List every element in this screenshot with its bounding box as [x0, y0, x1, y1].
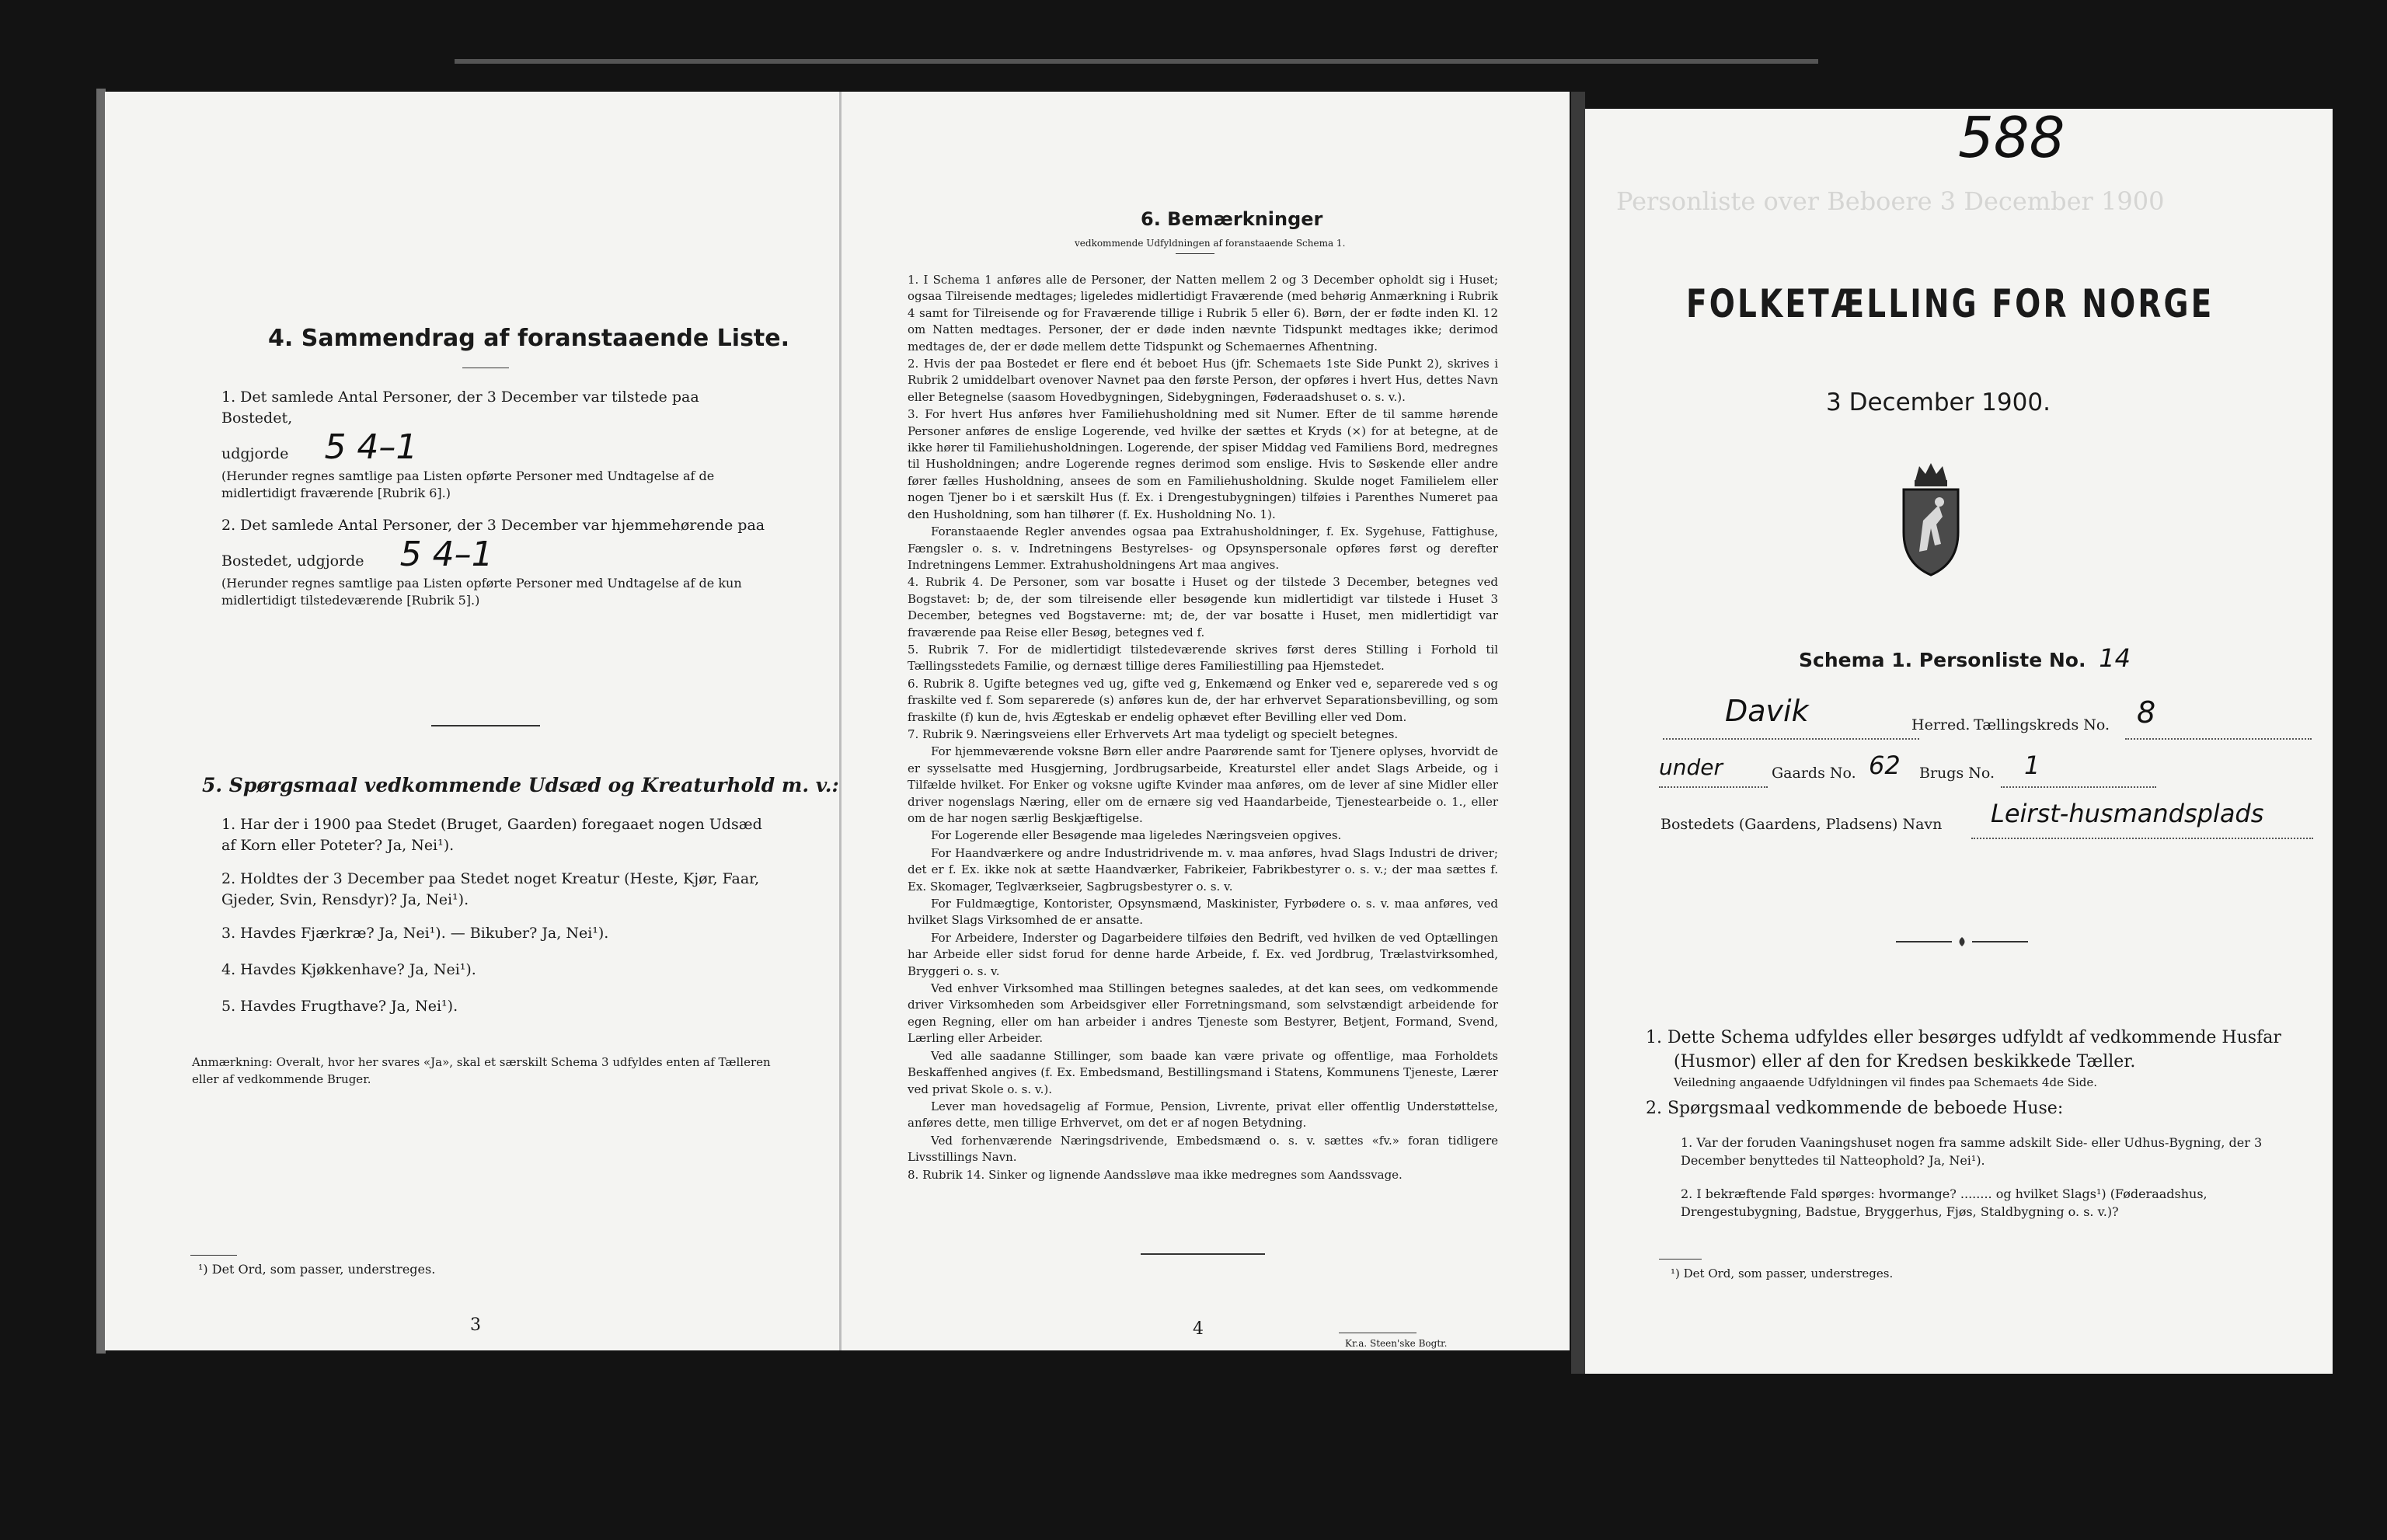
page-number: 3 [470, 1315, 481, 1335]
taellingskreds-number: 8 [2137, 695, 2156, 730]
instruction-1-sub: Veiledning angaaende Udfyldningen vil findes paa Schemaets 4de Side. [1674, 1075, 2098, 1089]
summary-item-1 [221, 387, 773, 502]
schema-number: 14 [2099, 643, 2131, 673]
remark-item: 5. Rubrik 7. For de midlertidigt tilstedeværende skrives først deres Stilling i Forhold til Tællingsstedets Familie, og dernæst tillige deres Familiestilling paa Hjemstedet. [908, 642, 1498, 674]
summary-item-2-text: 2. Det samlede Antal Personer, der 3 December var hjemmehørende paa [221, 517, 765, 534]
remark-item: 8. Rubrik 14. Sinker og lignende Aandssløve maa ikke medregnes som Aandssvage. [908, 1167, 1403, 1182]
page-3 [105, 92, 839, 1350]
divider [1176, 253, 1214, 254]
remark-item: 6. Rubrik 8. Ugifte betegnes ved ug, gifte ved g, Enkemænd og Enker ved e, separerede ved s og fraskilte ved f. Som separerede (s) anføres kun de, der har erhvervet Separationsbevilling, og som fraskilte (f) kun de, hvis Ægteskab er endelig ophævet efter Bevilling eller ved Dom. [908, 676, 1498, 724]
house-question-2: 2. I bekræftende Fald spørges: hvormange? ........ og hvilket Slags¹) (Føderaadshus, Drengestubygning, Badstue, Bryggerhus, Fjøs, Staldbygning o. s. v.)? [1681, 1186, 2208, 1219]
archive-number: 588 [1958, 109, 2065, 170]
bosted-value: Leirst-husmandsplads [1991, 799, 2264, 828]
summary-item-1-text: 1. Det samlede Antal Personer, der 3 December var tilstede paa Bostedet, [221, 388, 699, 427]
summary-item-2-bostedet: Bostedet, udgjorde [221, 552, 364, 570]
brugs-label: Brugs No. [1919, 765, 1995, 782]
question-1: 1. Har der i 1900 paa Stedet (Bruget, Gaarden) foregaaet nogen Udsæd af Korn eller Poteter? Ja, Nei¹). [221, 816, 762, 854]
question-5: 5. Havdes Frugthave? Ja, Nei¹). [221, 998, 458, 1015]
bleed-through-text: Personliste over Beboere 3 December 1900 [1616, 186, 2165, 216]
taellingskreds-label: Tællingskreds No. [1974, 716, 2110, 733]
footnote-rule [190, 1255, 237, 1256]
bosted-label: Bostedets (Gaardens, Pladsens) Navn [1660, 816, 1943, 833]
footnote-rule [1659, 1259, 1702, 1260]
remarks-subtitle: vedkommende Udfyldningen af foranstaaende Schema 1. [1075, 238, 1346, 249]
remark-item: Foranstaaende Regler anvendes ogsaa paa Extrahusholdninger, f. Ex. Sygehuse, Fattighuse, Fængsler o. s. v. Indretningens Bestyrelses- og Opsynspersonale opføres først og derefter Indretningens Lemmer. Extrahusholdningens Art maa angives. [908, 524, 1498, 572]
question-list [221, 814, 781, 1017]
remarks-list [908, 272, 1498, 1184]
gaards-line [1659, 751, 2304, 799]
printer-mark: Kr.a. Steen'ske Bogtr. [1345, 1338, 1448, 1349]
summary-item-1-note: (Herunder regnes samtlige paa Listen opførte Personer med Undtagelse af de midlertidigt fraværende [Rubrik 6].) [221, 469, 715, 500]
remarks-title: 6. Bemærkninger [1141, 208, 1323, 230]
remark-item: Ved enhver Virksomhed maa Stillingen betegnes saaledes, at det kan sees, om vedkommende driver Virksomheden som Arbeidsgiver eller Forretningsmand, som selvstændigt arbeidende for egen Regning, eller om han arbeider i andres Tjeneste som Bestyrer, Betjent, Formand, Svend, Lærling eller Arbeider. [908, 981, 1498, 1046]
remark-item: Ved alle saadanne Stillinger, som baade kan være private og offentlige, maa Forholdets Beskaffenhed angives (f. Ex. Embedsmand, Bestillingsmand i Statens, Kommunens Tjeneste, Lærer ved privat Skole o. s. v.). [908, 1048, 1498, 1096]
question-2: 2. Holdtes der 3 December paa Stedet noget Kreatur (Heste, Kjør, Faar, Gjeder, Svin, Rensdyr)? Ja, Nei¹). [221, 870, 760, 908]
section-4-title: 4. Sammendrag af foranstaaende Liste. [268, 325, 790, 352]
gaards-number: 62 [1869, 751, 1901, 780]
instructions [1646, 1026, 2291, 1221]
footnote: ¹) Det Ord, som passer, understreges. [1671, 1266, 1894, 1280]
page-number: 4 [1193, 1319, 1204, 1339]
section-5-title: 5. Spørgsmaal vedkommende Udsæd og Kreaturhold m. v.: [202, 774, 839, 796]
remark-item: 4. Rubrik 4. De Personer, som var bosatte i Huset og der tilstede 3 December, betegnes ved Bogstavet: b; de, der som tilreisende eller besøgende kun midlertidigt var tilstede i Huset 3 December, betegnes ved Bogstaverne: mt; de, der var bosatte i Huset, men midlertidigt var fraværende paa Reise eller Besøg, betegnes ved f. [908, 575, 1498, 639]
divider [431, 725, 540, 726]
gaards-prefix: under [1659, 754, 1723, 780]
remark-item: For hjemmeværende voksne Børn eller andre Paarørende samt for Tjenere oplyses, hvorvidt de er sysselsatte med Husgjerning, Jordbrugsarbeide, Kreaturstel eller andet Slags Arbeide, og i Tilfælde hvilket. For Enker og voksne ugifte Kvinder maa anføres, om de lever af sine Midler eller driver nogenslags Næring, eller om de ernære sig ved Haandarbeide, Tjenestearbeide o. 1., eller om de har nogen særlig Beskjæftigelse. [908, 744, 1498, 825]
herred-label: Herred. [1911, 716, 1971, 733]
remark-item: 2. Hvis der paa Bostedet er flere end ét beboet Hus (jfr. Schemaets 1ste Side Punkt 2), skrives i Rubrik 2 umiddelbart ovenover Navnet paa den første Person, der opføres i hvert Hus, dettes Navn eller Betegnelse (saasom Hovedbygningen, Sidebygningen, Føderaadshuset o. s. v.). [908, 357, 1498, 404]
question-4: 4. Havdes Kjøkkenhave? Ja, Nei¹). [221, 961, 476, 978]
page-1 [1585, 109, 2333, 1374]
question-3: 3. Havdes Fjærkræ? Ja, Nei¹). — Bikuber? Ja, Nei¹). [221, 925, 609, 942]
coat-of-arms-icon [1896, 458, 1966, 579]
remark-item: 7. Rubrik 9. Næringsveiens eller Erhvervets Art maa tydeligt og specielt betegnes. [908, 726, 1399, 741]
herred-line [1663, 694, 2308, 746]
summary-item-2-note: (Herunder regnes samtlige paa Listen opførte Personer med Undtagelse af de kun midlertidigt tilstedeværende [Rubrik 5].) [221, 576, 742, 608]
summary-item-2-handwritten: 5 4–1 [399, 535, 493, 574]
remark-item: 3. For hvert Hus anføres hver Familiehusholdning med sit Numer. Efter de til samme hørende Personer anføres de enslige Logerende, ved hvilke der sættes et Kryds (×) for at betegne, at de ikke hører til Familiehusholdningen. Logerende, der spiser Middag ved Familiens Bord, medregnes til Husholdningen; andre Logerende regnes derimod som enslige. Hvis to Søskende eller andre fører fælles Husholdning, ansees de som en Familiehusholdning. Skulde noget Familielem eller nogen Tjener bo i et særskilt Hus (f. Ex. i Drengestubygningen) tilføies i Parenthes Numeret paa den Husholdning, som han tilhører (f. Ex. Husholdning No. 1). [908, 407, 1498, 521]
remark-item: Ved forhenværende Næringsdrivende, Embedsmænd o. s. v. sættes «fv.» foran tidligere Livsstillings Navn. [908, 1133, 1498, 1165]
document-title: FOLKETÆLLING FOR NORGE [1686, 281, 2215, 326]
remark-item: For Arbeidere, Inderster og Dagarbeidere tilføies den Bedrift, ved hvilken de ved Optællingen har Arbeide eller sidst forud for denne harde Arbeide, f. Ex. ved Jordbrug, Trælastvirksomhed, Bryggeri o. s. v. [908, 930, 1498, 978]
gaards-label: Gaards No. [1772, 765, 1856, 782]
remark-item: For Haandværkere og andre Industridrivende m. v. maa anføres, hvad Slags Industri de driver; det er f. Ex. ikke nok at sætte Haandværker, Fabrikeier, Fabrikbestyrer o. s. v.; der maa sættes f. Ex. Skomager, Teglværkseier, Sagbrugsbestyrer o. s. v. [908, 845, 1498, 894]
summary-item-1-handwritten: 5 4–1 [324, 427, 418, 467]
summary-item-1-udgjorde: udgjorde [221, 445, 289, 462]
annotation-note: Anmærkning: Overalt, hvor her svares «Ja», skal et særskilt Schema 3 udfyldes enten af Tælleren eller af vedkommende Bruger. [192, 1055, 771, 1086]
bosted-line [1660, 799, 2313, 847]
remark-item: Lever man hovedsagelig af Formue, Pension, Livrente, privat eller offentlig Understøttelse, anføres dette, men tillige Erhvervet, om det er af nogen Betydning. [908, 1099, 1498, 1131]
page-gap-shadow [1571, 92, 1585, 1374]
instruction-2: 2. Spørgsmaal vedkommende de beboede Huse: [1646, 1099, 2064, 1118]
ornament-icon [1896, 934, 2028, 949]
scan-top-line [455, 59, 1818, 64]
document-date: 3 December 1900. [1826, 388, 2051, 416]
house-question-1: 1. Var der foruden Vaaningshuset nogen fra samme adskilt Side- eller Udhus-Bygning, der 3 December benyttedes til Natteophold? Ja, Nei¹). [1681, 1135, 2263, 1168]
instruction-1: 1. Dette Schema udfyldes eller besørges udfyldt af vedkommende Husfar (Husmor) eller af den for Kredsen beskikkede Tæller. [1646, 1028, 2281, 1071]
footnote: ¹) Det Ord, som passer, understreges. [198, 1262, 436, 1277]
herred-value: Davik [1725, 694, 1809, 728]
brugs-number: 1 [2024, 751, 2040, 780]
schema-label: Schema 1. Personliste No. 14 [1799, 643, 2131, 673]
remark-item: 1. I Schema 1 anføres alle de Personer, der Natten mellem 2 og 3 December opholdt sig i Huset; ogsaa Tilreisende medtages; ligeledes midlertidigt Fraværende (med behørig Anmærkning i Rubrik 4 samt for Tilreisende og for Fraværende tillige i Rubrik 5 eller 6). Børn, der er fødte inden Kl. 12 om Natten medtages. Personer, der er døde inden nævnte Tidspunkt medtages ikke; derimod medtages de, der er døde mellem dette Tidspunkt og Schemaernes Afhentning. [908, 273, 1498, 354]
divider [1141, 1253, 1265, 1255]
remark-item: For Logerende eller Besøgende maa ligeledes Næringsveien opgives. [931, 828, 1342, 843]
page-4 [839, 92, 1570, 1350]
remark-item: For Fuldmægtige, Kontorister, Opsynsmænd, Maskinister, Fyrbødere o. s. v. maa anføres, ved hvilket Slags Virksomhed de er ansatte. [908, 897, 1498, 928]
summary-item-2 [221, 515, 773, 609]
